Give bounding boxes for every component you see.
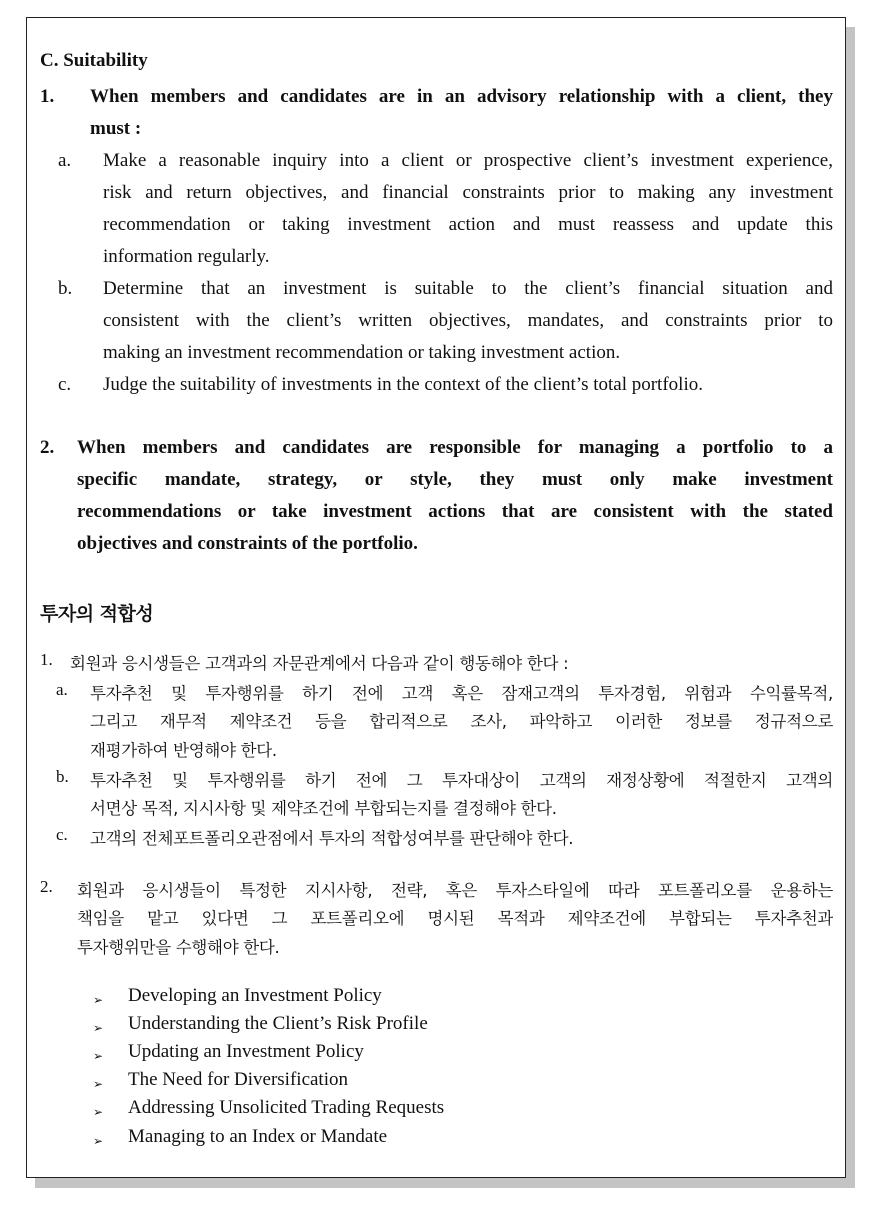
en-p1-line: must :: [90, 118, 142, 139]
ko-item-c-label: c.: [56, 825, 68, 844]
en-p2-line: recommendations or take investment actions that are consistent with the stated: [77, 501, 833, 522]
en-p2-line: objectives and constraints of the portfolio.: [77, 533, 418, 554]
en-item-b-line: Determine that an investment is suitable to the client’s financial situation and: [103, 278, 833, 299]
en-p1-line: When members and candidates are in an advisory relationship with a client, they: [90, 86, 833, 107]
en-item-c-label: c.: [58, 374, 72, 395]
topic-item: Addressing Unsolicited Trading Requests: [128, 1097, 445, 1118]
en-item-c-line: Judge the suitability of investments in the context of the client’s total portfolio.: [103, 374, 703, 395]
en-item-a-label: a.: [58, 150, 72, 171]
ko-p2-number: 2.: [40, 877, 53, 896]
arrow-bullet-icon: ➢: [93, 1049, 104, 1063]
en-p2-number: 2.: [40, 437, 55, 458]
section-heading: C. Suitability: [40, 50, 148, 71]
en-item-a-line: risk and return objectives, and financial constraints prior to making any investment: [103, 182, 833, 203]
en-item-a-line: Make a reasonable inquiry into a client or prospective client’s investment experience,: [103, 150, 833, 171]
ko-item-a-line: 그리고 재무적 제약조건 등을 합리적으로 조사, 파악하고 이러한 정보를 정규적으로: [90, 712, 833, 731]
arrow-bullet-icon: ➢: [93, 1105, 104, 1119]
topic-item: Managing to an Index or Mandate: [128, 1126, 388, 1147]
ko-item-a-label: a.: [56, 680, 68, 699]
topic-item: Developing an Investment Policy: [128, 985, 382, 1006]
en-item-b-label: b.: [58, 278, 73, 299]
ko-p1-line: 회원과 응시생들은 고객과의 자문관계에서 다음과 같이 행동해야 한다 :: [70, 654, 569, 673]
ko-item-b-line: 투자추천 및 투자행위를 하기 전에 그 투자대상이 고객의 재정상황에 적절한지 고객의: [90, 771, 833, 790]
en-item-a-line: information regularly.: [103, 246, 270, 267]
arrow-bullet-icon: ➢: [93, 993, 104, 1007]
en-item-b-line: consistent with the client’s written objectives, mandates, and constraints prior to: [103, 310, 833, 331]
ko-item-a-line: 투자추천 및 투자행위를 하기 전에 고객 혹은 잠재고객의 투자경험, 위험과 수익률목적,: [90, 684, 833, 703]
ko-item-b-label: b.: [56, 767, 69, 786]
ko-p2-line: 회원과 응시생들이 특정한 지시사항, 전략, 혹은 투자스타일에 따라 포트폴리오를 운용하는: [77, 881, 833, 900]
ko-p1-number: 1.: [40, 650, 53, 669]
ko-p2-line: 책임을 맡고 있다면 그 포트폴리오에 명시된 목적과 제약조건에 부합되는 투자추천과: [77, 909, 833, 928]
en-p2-line: specific mandate, strategy, or style, they must only make investment: [77, 469, 833, 490]
en-p2-line: When members and candidates are responsible for managing a portfolio to a: [77, 437, 833, 458]
arrow-bullet-icon: ➢: [93, 1077, 104, 1091]
topic-item: The Need for Diversification: [128, 1069, 348, 1090]
ko-item-c-line: 고객의 전체포트폴리오관점에서 투자의 적합성여부를 판단해야 한다.: [90, 829, 574, 848]
en-p1-number: 1.: [40, 86, 55, 107]
en-item-a-line: recommendation or taking investment action and must reassess and update this: [103, 214, 833, 235]
arrow-bullet-icon: ➢: [93, 1021, 104, 1035]
ko-item-a-line: 재평가하여 반영해야 한다.: [90, 741, 277, 760]
ko-p2-line: 투자행위만을 수행해야 한다.: [77, 938, 280, 957]
ko-item-b-line: 서면상 목적, 지시사항 및 제약조건에 부합되는지를 결정해야 한다.: [90, 799, 557, 818]
topic-item: Understanding the Client’s Risk Profile: [128, 1013, 428, 1034]
arrow-bullet-icon: ➢: [93, 1134, 104, 1148]
topic-item: Updating an Investment Policy: [128, 1041, 364, 1062]
korean-heading: 투자의 적합성: [40, 603, 154, 625]
en-item-b-line: making an investment recommendation or taking investment action.: [103, 342, 621, 363]
